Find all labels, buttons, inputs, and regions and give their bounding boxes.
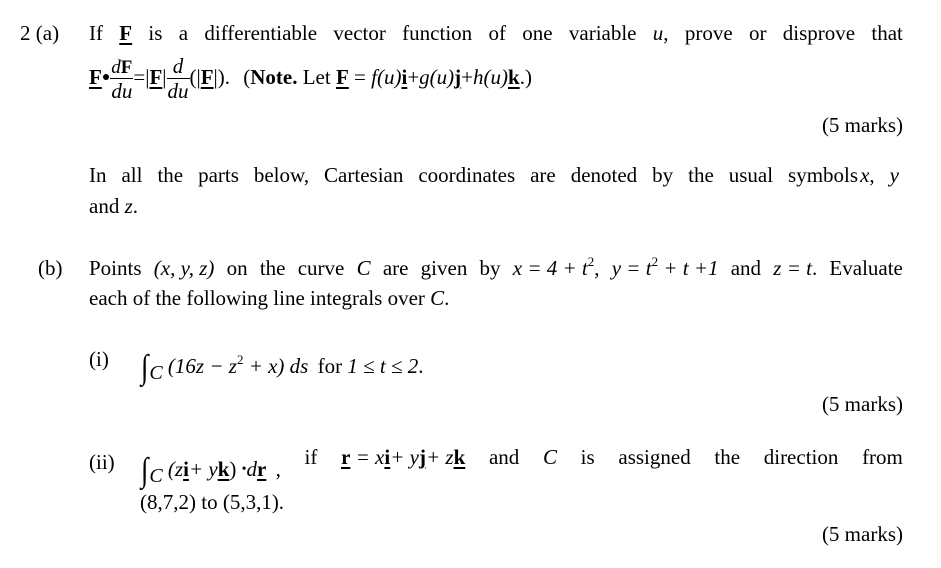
part-b-line1: Points (x, y, z) on the curve C are given by $x = 4 + t^2$, $y = t^2 + t +1$ and z = t. Evaluate [89, 254, 903, 280]
sub-i-marks: (5 marks) [821, 392, 903, 416]
part-b-label: (b) [38, 256, 63, 280]
sub-ii-line2: (8,7,2) to (5,3,1). [140, 490, 285, 514]
intro-line1: In all the parts below, Cartesian coordinates are denoted by the usual symbolsx, y [89, 163, 899, 187]
part-a-equation: F● $\frac{dF}{du}$ =|F| $\frac{d}{du}$ (|F|). (Note. Let F = f(u)i+g(u)j+h(u)k.) [89, 54, 532, 103]
part-a-marks: (5 marks) [821, 113, 903, 137]
part-b-line2: each of the following line integrals over C. [89, 286, 450, 310]
sub-i-label: (i) [89, 347, 109, 371]
part-a-line1: If F is a differentiable vector function of one variable u, prove or disprove that [89, 21, 903, 45]
sub-ii-marks: (5 marks) [821, 522, 903, 546]
question-number: 2 (a) [20, 21, 60, 45]
sub-ii-line1: ∫C (zi+ yk) •dr , if r = xi+ yj+ zk and C is assigned the direction from [140, 445, 903, 489]
sub-i-integral: ∫C $(16z - z^2 + x)$ ds for 1 ≤ t ≤ 2. [140, 349, 424, 386]
intro-line2: and z. [89, 194, 139, 218]
sub-ii-label: (ii) [89, 450, 115, 474]
